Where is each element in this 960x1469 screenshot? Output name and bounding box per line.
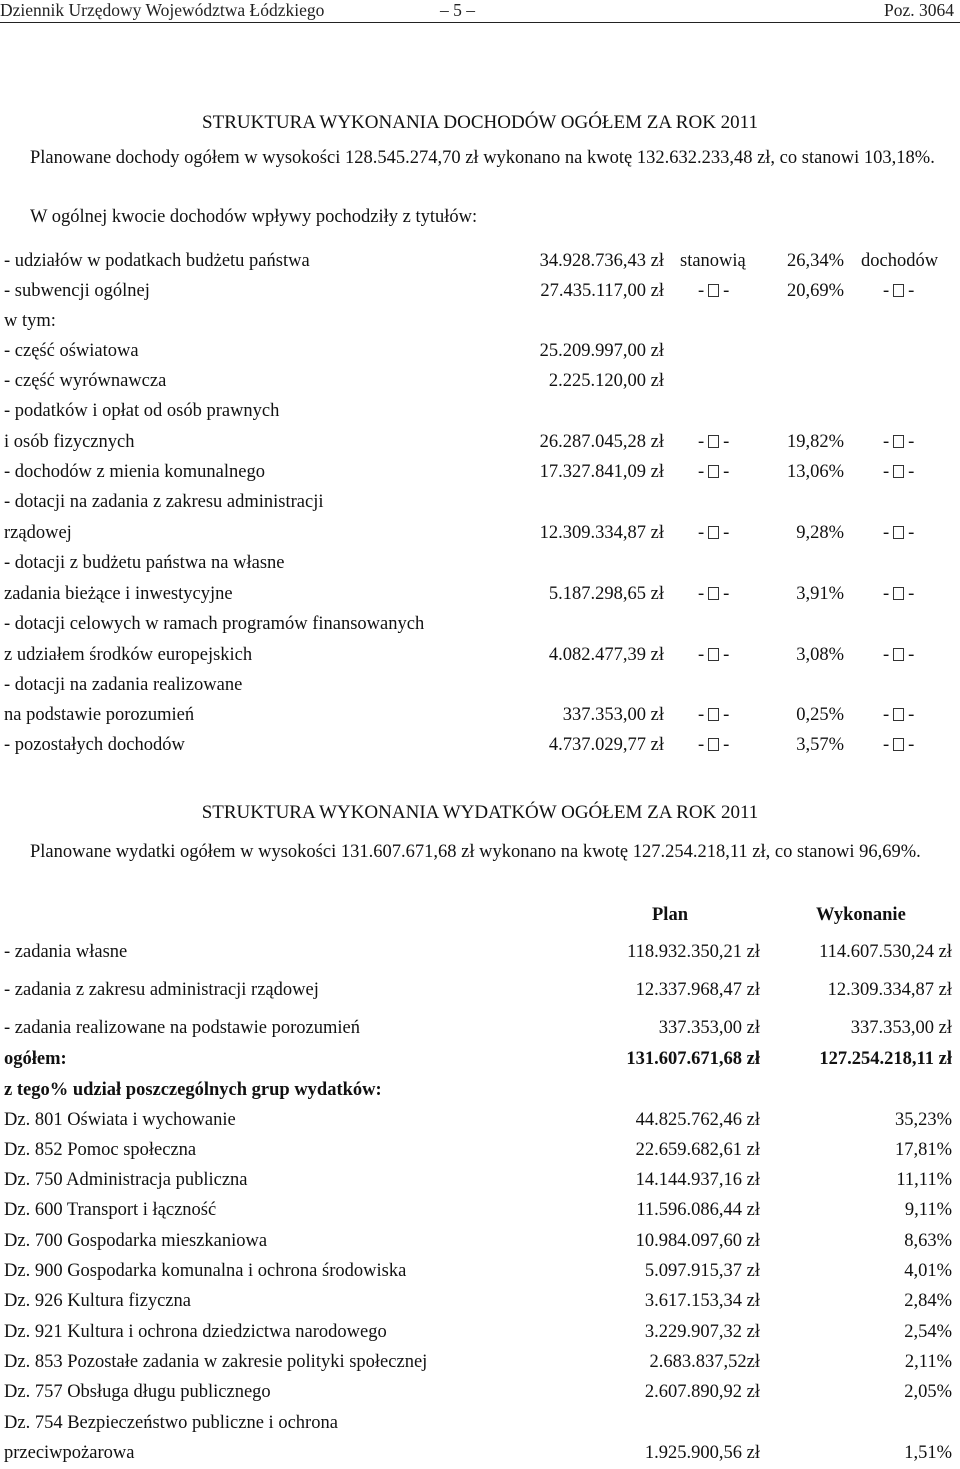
- ditto-mark: - -: [883, 735, 915, 755]
- ditto-mark: - -: [883, 432, 915, 452]
- header-divider: [0, 22, 960, 23]
- income-percent: 3,57%: [796, 735, 844, 755]
- ditto-box-icon: [708, 435, 719, 448]
- income-intro: Planowane dochody ogółem w wysokości 128.545.274,70 zł wykonano na kwotę 132.632.233,48 zł, co stanowi 103,18%.: [30, 148, 935, 168]
- income-row: [4, 614, 956, 640]
- income-label: w tym:: [4, 311, 56, 331]
- section-label: Dz. 852 Pomoc społeczna: [4, 1140, 197, 1160]
- income-row: [4, 705, 956, 731]
- section-row: [4, 1170, 956, 1196]
- section-row: [4, 1352, 956, 1378]
- section-label: Dz. 600 Transport i łączność: [4, 1200, 217, 1220]
- expense-label: - zadania z zakresu administracji rządowej: [4, 980, 319, 1000]
- income-amount: 5.187.298,65 zł: [548, 584, 664, 604]
- income-amount: 4.082.477,39 zł: [548, 645, 664, 665]
- section-amount: 3.617.153,34 zł: [644, 1291, 760, 1311]
- ditto-box-icon: [708, 738, 719, 751]
- expense-column-headers: [4, 905, 956, 931]
- income-row: [4, 584, 956, 610]
- ditto-mark: - -: [698, 523, 730, 543]
- expense-execution: 337.353,00 zł: [850, 1018, 952, 1038]
- income-label: - dotacji z budżetu państwa na własne: [4, 553, 285, 573]
- section-label: Dz. 801 Oświata i wychowanie: [4, 1110, 236, 1130]
- income-row: [4, 492, 956, 518]
- income-amount: 26.287.045,28 zł: [539, 432, 664, 452]
- section-percent: 35,23%: [894, 1110, 952, 1130]
- expense-execution: 114.607.530,24 zł: [819, 942, 952, 962]
- section-label: Dz. 926 Kultura fizyczna: [4, 1291, 191, 1311]
- expense-label: - zadania realizowane na podstawie porozumień: [4, 1018, 360, 1038]
- section-amount: 1.925.900,56 zł: [644, 1443, 760, 1463]
- income-label: zadania bieżące i inwestycyjne: [4, 584, 233, 604]
- income-amount: 17.327.841,09 zł: [539, 462, 664, 482]
- income-label: - podatków i opłat od osób prawnych: [4, 401, 280, 421]
- ditto-mark: - -: [883, 705, 915, 725]
- section-percent: 2,54%: [904, 1322, 952, 1342]
- expense-label: - zadania własne: [4, 942, 128, 962]
- section-row: [4, 1322, 956, 1348]
- expense-row: [4, 1018, 956, 1044]
- section-percent: 9,11%: [904, 1200, 952, 1220]
- ditto-mark: - -: [698, 462, 730, 482]
- income-label: rządowej: [4, 523, 72, 543]
- income-amount: 4.737.029,77 zł: [548, 735, 664, 755]
- total-plan: 131.607.671,68 zł: [626, 1049, 760, 1069]
- income-tail: dochodów: [861, 251, 939, 271]
- income-label: - dotacji celowych w ramach programów finansowanych: [4, 614, 425, 634]
- ditto-box-icon: [893, 435, 904, 448]
- section-percent: 2,11%: [904, 1352, 952, 1372]
- expense-row: [4, 980, 956, 1006]
- income-percent: 20,69%: [786, 281, 844, 301]
- section-amount: 10.984.097,60 zł: [635, 1231, 760, 1251]
- section-row: [4, 1140, 956, 1166]
- income-amount: 34.928.736,43 zł: [539, 251, 664, 271]
- ditto-mark: - -: [698, 735, 730, 755]
- income-row: [4, 645, 956, 671]
- ditto-box-icon: [708, 708, 719, 721]
- section-percent: 1,51%: [904, 1443, 952, 1463]
- section-amount: 2.683.837,52zł: [649, 1352, 760, 1372]
- income-amount: 25.209.997,00 zł: [539, 341, 664, 361]
- income-percent: 3,91%: [796, 584, 844, 604]
- income-row: [4, 401, 956, 427]
- ditto-box-icon: [893, 648, 904, 661]
- income-label: - część wyrównawcza: [4, 371, 167, 391]
- ditto-box-icon: [708, 284, 719, 297]
- income-row: [4, 462, 956, 488]
- income-amount: 27.435.117,00 zł: [540, 281, 664, 301]
- income-row: [4, 281, 956, 307]
- section-label: Dz. 921 Kultura i ochrona dziedzictwa narodowego: [4, 1322, 387, 1342]
- page-header: [0, 0, 960, 22]
- ditto-mark: - -: [698, 281, 730, 301]
- section-percent: 8,63%: [904, 1231, 952, 1251]
- section-amount: 5.097.915,37 zł: [644, 1261, 760, 1281]
- income-percent: 19,82%: [786, 432, 844, 452]
- expense-row: [4, 942, 956, 968]
- income-label: - dochodów z mienia komunalnego: [4, 462, 265, 482]
- share-heading: z tego% udział poszczególnych grup wydatków:: [4, 1080, 382, 1100]
- income-label: - subwencji ogólnej: [4, 281, 150, 301]
- section-row: [4, 1261, 956, 1287]
- section-label: Dz. 853 Pozostałe zadania w zakresie polityki społecznej: [4, 1352, 428, 1372]
- income-label: - dotacji na zadania z zakresu administracji: [4, 492, 324, 512]
- income-percent: 13,06%: [786, 462, 844, 482]
- total-label: ogółem:: [4, 1049, 67, 1069]
- column-plan: Plan: [652, 905, 688, 925]
- ditto-mark: - -: [883, 584, 915, 604]
- section-label: Dz. 757 Obsługa długu publicznego: [4, 1382, 271, 1402]
- income-row: [4, 341, 956, 367]
- section-label: Dz. 700 Gospodarka mieszkaniowa: [4, 1231, 268, 1251]
- journal-title: Dziennik Urzędowy Województwa Łódzkiego: [0, 0, 325, 20]
- expense-plan: 12.337.968,47 zł: [635, 980, 760, 1000]
- section-label: Dz. 754 Bezpieczeństwo publiczne i ochrona: [4, 1413, 338, 1433]
- income-label: z udziałem środków europejskich: [4, 645, 253, 665]
- ditto-box-icon: [708, 587, 719, 600]
- section-amount: 14.144.937,16 zł: [635, 1170, 760, 1190]
- section-amount: 3.229.907,32 zł: [644, 1322, 760, 1342]
- income-row: [4, 432, 956, 458]
- section-amount: 44.825.762,46 zł: [635, 1110, 760, 1130]
- section-row: [4, 1110, 956, 1136]
- ditto-box-icon: [893, 465, 904, 478]
- income-label: - część oświatowa: [4, 341, 139, 361]
- section-percent: 17,81%: [894, 1140, 952, 1160]
- section-percent: 2,84%: [904, 1291, 952, 1311]
- income-amount: 12.309.334,87 zł: [539, 523, 664, 543]
- expense-total-row: [4, 1049, 956, 1075]
- section-percent: 2,05%: [904, 1382, 952, 1402]
- column-execution: Wykonanie: [816, 905, 906, 925]
- expense-plan: 118.932.350,21 zł: [627, 942, 760, 962]
- income-row: [4, 311, 956, 337]
- section-amount: 22.659.682,61 zł: [635, 1140, 760, 1160]
- ditto-mark: - -: [698, 432, 730, 452]
- ditto-box-icon: [708, 648, 719, 661]
- income-verb: stanowią: [680, 251, 746, 271]
- ditto-box-icon: [893, 708, 904, 721]
- section-row: [4, 1413, 956, 1439]
- section-row: [4, 1382, 956, 1408]
- section-label: przeciwpożarowa: [4, 1443, 135, 1463]
- income-percent: 26,34%: [786, 251, 844, 271]
- section-label: Dz. 900 Gospodarka komunalna i ochrona środowiska: [4, 1261, 407, 1281]
- income-label: i osób fizycznych: [4, 432, 135, 452]
- income-title: STRUKTURA WYKONANIA DOCHODÓW OGÓŁEM ZA ROK 2011: [202, 112, 758, 133]
- section-percent: 11,11%: [896, 1170, 952, 1190]
- ditto-box-icon: [708, 465, 719, 478]
- ditto-box-icon: [893, 738, 904, 751]
- income-row: [4, 675, 956, 701]
- income-row: [4, 523, 956, 549]
- expense-plan: 337.353,00 zł: [658, 1018, 760, 1038]
- ditto-mark: - -: [698, 645, 730, 665]
- income-amount: 2.225.120,00 zł: [548, 371, 664, 391]
- section-row: [4, 1443, 956, 1469]
- income-percent: 3,08%: [796, 645, 844, 665]
- income-label: - pozostałych dochodów: [4, 735, 185, 755]
- income-row: [4, 735, 956, 761]
- page-number: – 5 –: [440, 0, 475, 20]
- section-amount: 11.596.086,44 zł: [636, 1200, 760, 1220]
- ditto-mark: - -: [698, 584, 730, 604]
- ditto-box-icon: [893, 526, 904, 539]
- section-row: [4, 1231, 956, 1257]
- ditto-mark: - -: [698, 705, 730, 725]
- ditto-mark: - -: [883, 462, 915, 482]
- expense-title: STRUKTURA WYKONANIA WYDATKÓW OGÓŁEM ZA ROK 2011: [201, 802, 759, 823]
- income-row: [4, 371, 956, 397]
- ditto-box-icon: [893, 587, 904, 600]
- income-percent: 0,25%: [796, 705, 844, 725]
- section-row: [4, 1200, 956, 1226]
- ditto-mark: - -: [883, 523, 915, 543]
- ditto-box-icon: [708, 526, 719, 539]
- income-amount: 337.353,00 zł: [562, 705, 664, 725]
- income-label: - udziałów w podatkach budżetu państwa: [4, 251, 310, 271]
- income-row: [4, 251, 956, 277]
- position-number: Poz. 3064: [884, 0, 954, 20]
- income-sources-intro: W ogólnej kwocie dochodów wpływy pochodziły z tytułów:: [30, 207, 478, 227]
- income-label: na podstawie porozumień: [4, 705, 195, 725]
- income-percent: 9,28%: [796, 523, 844, 543]
- income-row: [4, 553, 956, 579]
- section-label: Dz. 750 Administracja publiczna: [4, 1170, 248, 1190]
- section-amount: 2.607.890,92 zł: [644, 1382, 760, 1402]
- ditto-mark: - -: [883, 645, 915, 665]
- section-percent: 4,01%: [904, 1261, 952, 1281]
- expense-intro: Planowane wydatki ogółem w wysokości 131.607.671,68 zł wykonano na kwotę 127.254.218,11 zł, co stanowi 96,69%.: [30, 842, 921, 862]
- total-execution: 127.254.218,11 zł: [819, 1049, 952, 1069]
- income-label: - dotacji na zadania realizowane: [4, 675, 243, 695]
- ditto-mark: - -: [883, 281, 915, 301]
- ditto-box-icon: [893, 284, 904, 297]
- expense-execution: 12.309.334,87 zł: [827, 980, 952, 1000]
- section-row: [4, 1291, 956, 1317]
